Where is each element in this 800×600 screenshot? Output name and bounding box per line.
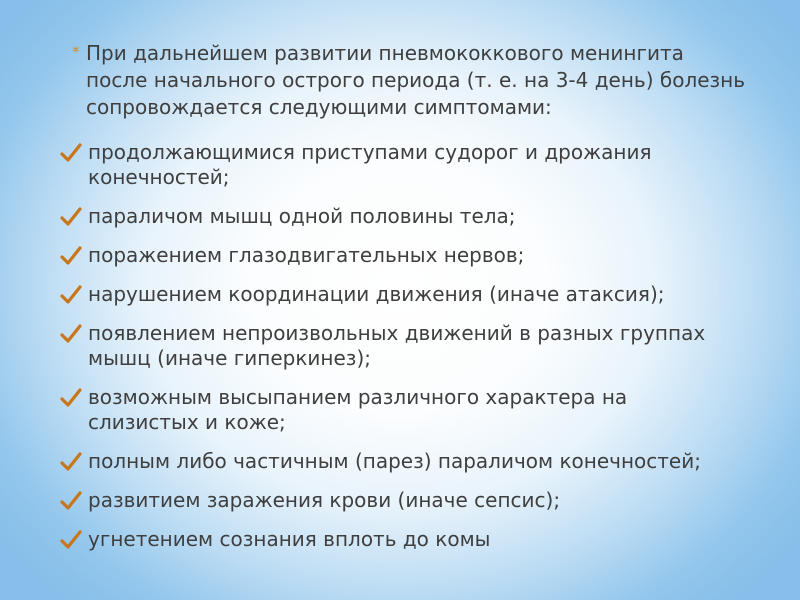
list-item [60,321,740,371]
list-item-text: появлением непроизвольных движений в разных группах мышц (иначе гиперкинез); [88,321,706,370]
checkmark-icon [60,530,82,550]
list-item-text: нарушением координации движения (иначе атаксия); [88,282,665,306]
checkmark-icon [60,491,82,511]
list-item [60,527,740,552]
intro-paragraph [72,40,746,121]
intro-bullet: * [72,43,80,61]
list-item-text: развитием заражения крови (иначе сепсис); [88,488,561,512]
list-item [60,282,740,307]
list-item-text: полным либо частичным (парез) параличом конечностей; [88,449,701,473]
list-item [60,204,740,229]
list-item-text: возможным высыпанием различного характера на слизистых и коже; [88,385,628,434]
list-item-text: параличом мышц одной половины тела; [88,204,516,228]
checkmark-icon [60,324,82,344]
symptom-list [60,140,740,566]
list-item-text: угнетением сознания вплоть до комы [88,527,491,551]
list-item [60,243,740,268]
list-item [60,385,740,435]
checkmark-icon [60,143,82,163]
list-item [60,140,740,190]
checkmark-icon [60,452,82,472]
checkmark-icon [60,207,82,227]
checkmark-icon [60,285,82,305]
list-item [60,449,740,474]
checkmark-icon [60,388,82,408]
list-item [60,488,740,513]
intro-text: При дальнейшем развитии пневмококкового менингита после начального острого периода (т. е. на 3-4 день) болезнь сопровождается следующими симптомами: [86,41,746,119]
list-item-text: поражением глазодвигательных нервов; [88,243,525,267]
checkmark-icon [60,246,82,266]
list-item-text: продолжающимися приступами судорог и дрожания конечностей; [88,140,652,189]
